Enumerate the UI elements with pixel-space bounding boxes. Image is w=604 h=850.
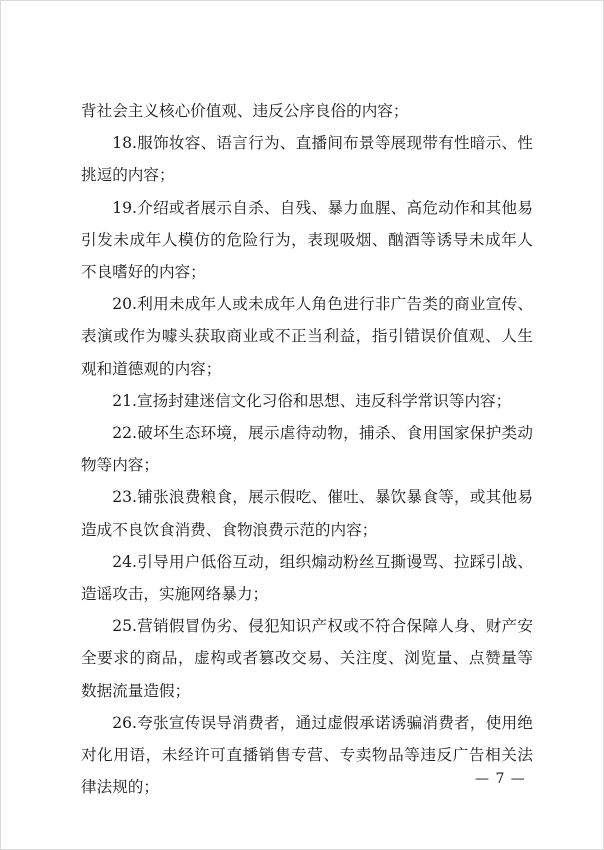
paragraph-item-25: 25.营销假冒伪劣、侵犯知识产权或不符合保障人身、财产安全要求的商品，虚构或者篡改交易、关注度、浏览量、点赞量等数据流量造假； [81, 617, 533, 700]
paragraph-continuation: 背社会主义核心价值观、违反公序良俗的内容； [81, 102, 409, 120]
page-number: — 7 — [475, 771, 526, 787]
paragraph-item-24: 24.引导用户低俗互动，组织煽动粉丝互撕谩骂、拉踩引战、造谣攻击，实施网络暴力； [81, 552, 533, 604]
paragraph-item-22: 22.破坏生态环境，展示虐待动物，捕杀、食用国家保护类动物等内容； [81, 424, 533, 475]
paragraph-item-23: 23.铺张浪费粮食，展示假吃、催吐、暴饮暴食等，或其他易造成不良饮食消费、食物浪费示范的内容； [81, 488, 533, 539]
paragraph-item-21: 21.宣扬封建迷信文化习俗和思想、违反科学常识等内容； [112, 391, 512, 410]
paragraph-item-20: 20.利用未成年人或未成年人角色进行非广告类的商业宣传、表演或作为噱头获取商业或不正当利益，指引错误价值观、人生观和道德观的内容； [81, 295, 533, 378]
paragraph-item-26: 26.夸张宣传误导消费者，通过虚假承诺诱骗消费者，使用绝对化用语，未经许可直播销售专营、专卖物品等违反广告相关法律法规的； [81, 713, 533, 797]
document-body [81, 95, 533, 803]
paragraph-item-19: 19.介绍或者展示自杀、自残、暴力血腥、高危动作和其他易引发未成年人模仿的危险行为，表现吸烟、酗酒等诱导未成年人不良嗜好的内容； [81, 198, 533, 282]
paragraph-item-18: 18.服饰妆容、语言行为、直播间布景等展现带有性暗示、性挑逗的内容； [81, 134, 533, 185]
